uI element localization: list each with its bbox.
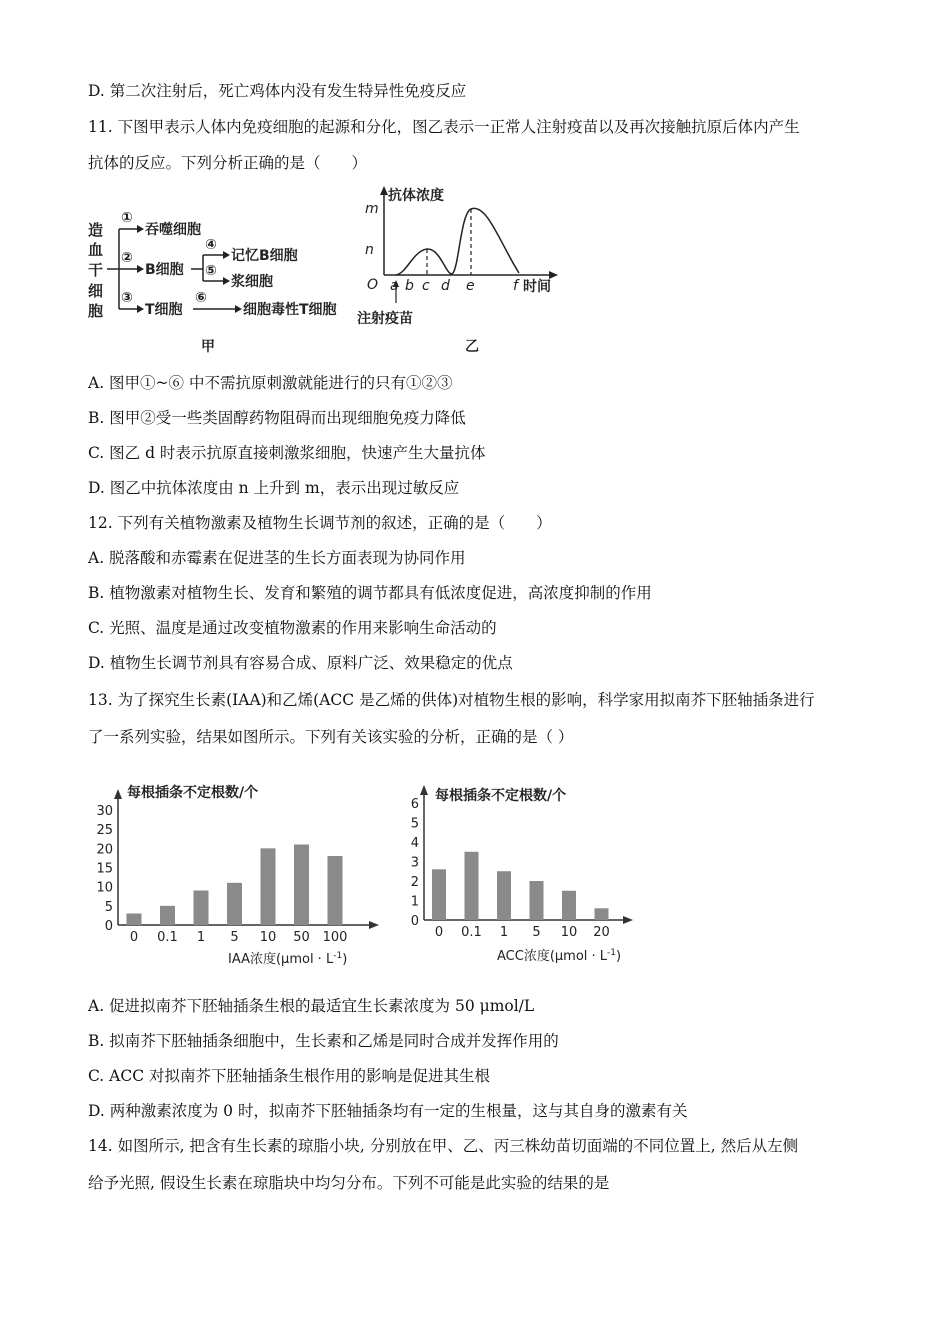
figure-caption-yi: 乙: [465, 339, 479, 355]
x-tick-label: 0.1: [157, 930, 178, 945]
x-tick-label: 10: [560, 925, 578, 940]
bar-0: [432, 869, 446, 920]
x-tick-label: 50: [293, 930, 310, 945]
y-tick-label: 0: [104, 919, 113, 934]
bar-5: [530, 881, 544, 920]
bar-5: [227, 883, 242, 925]
step-6-label: ⑥: [195, 290, 207, 306]
bar-50: [294, 845, 309, 926]
figure-caption-jia: 甲: [201, 339, 215, 355]
x-tick-label: 1: [196, 930, 206, 945]
antibody-curve: [396, 208, 519, 275]
x-tick-label: 0.1: [461, 925, 482, 940]
q13-option-a: A. 促进拟南芥下胚轴插条生根的最适宜生长素浓度为 50 μmol/L: [88, 997, 535, 1015]
q12-option-d: D. 植物生长调节剂具有容易合成、原料广泛、效果稳定的优点: [88, 654, 513, 672]
tick-f: f: [513, 278, 518, 294]
q11-option-d: D. 图乙中抗体浓度由 n 上升到 m，表示出现过敏反应: [88, 479, 460, 497]
x-tick-label: 0: [129, 930, 139, 945]
x-tick-label: 10: [259, 930, 277, 945]
acc-bar-chart: [395, 775, 645, 975]
tick-c: c: [422, 278, 430, 294]
tick-e: e: [466, 278, 475, 294]
bar-1: [497, 871, 511, 920]
x-axis-label: ACC浓度$(\mu mol \cdot L^{-1})$: [497, 948, 622, 964]
q14-stem-line1: 14. 如图所示, 把含有生长素的琼脂小块, 分别放在甲、乙、丙三株幼苗切面端的不同位置上, 然后从左侧: [88, 1137, 799, 1155]
y-tick-label: 15: [96, 861, 113, 877]
q11-option-a: A. 图甲①~⑥ 中不需抗原刺激就能进行的只有①②③: [88, 374, 453, 392]
q12-option-c: C. 光照、温度是通过改变植物激素的作用来影响生命活动的: [88, 619, 497, 637]
m-label: m: [365, 201, 379, 217]
inject-label: 注射疫苗: [357, 311, 413, 327]
chart-title: 每根插条不定根数/个: [435, 788, 567, 804]
x-tick-label: 5: [532, 925, 541, 940]
q11-option-b: B. 图甲②受一些类固醇药物阻碍而出现细胞免疫力降低: [88, 409, 466, 427]
q11-option-c: C. 图乙 d 时表示抗原直接刺激浆细胞，快速产生大量抗体: [88, 444, 486, 462]
x-tick-label: 1: [499, 925, 509, 940]
q11-stem-line1: 11. 下图甲表示人体内免疫细胞的起源和分化，图乙表示一正常人注射疫苗以及再次接触抗原后体内产生: [88, 118, 800, 136]
source-char: 干: [88, 261, 104, 279]
y-tick-label: 4: [410, 836, 419, 851]
macrophage-label: 吞噬细胞: [145, 222, 201, 238]
y-axis-label: 抗体浓度: [388, 188, 444, 204]
q13-stem-line2: 了一系列实验，结果如图所示。下列有关该实验的分析，正确的是（ ）: [88, 728, 574, 746]
bar-0.1: [160, 906, 175, 925]
bar-100: [328, 856, 343, 925]
y-tick-label: 1: [410, 894, 419, 910]
y-tick-label: 30: [96, 804, 113, 819]
y-tick-label: 20: [96, 842, 113, 858]
q14-stem-line2: 给予光照, 假设生长素在琼脂块中均匀分布。下列不可能是此实验的结果的是: [88, 1174, 610, 1192]
plasma-cell-label: 浆细胞: [231, 274, 273, 290]
iaa-bar-chart: [85, 775, 385, 975]
bar-10: [261, 848, 276, 925]
step-2-label: ②: [121, 250, 133, 266]
x-tick-label: 100: [322, 930, 348, 945]
q11-stem-line2: 抗体的反应。下列分析正确的是（ ）: [88, 154, 368, 172]
q13-stem-line1: 13. 为了探究生长素(IAA)和乙烯(ACC 是乙烯的供体)对植物生根的影响，科学家用拟南芥下胚轴插条进行: [88, 691, 815, 709]
source-char: 胞: [88, 302, 104, 320]
source-char: 造: [88, 221, 104, 239]
step-3-label: ③: [121, 290, 133, 306]
source-char: 血: [88, 241, 104, 259]
q13-option-c: C. ACC 对拟南芥下胚轴插条生根作用的影响是促进其生根: [88, 1067, 491, 1085]
chart-title: 每根插条不定根数/个: [127, 785, 259, 801]
tick-b: b: [405, 278, 414, 294]
y-tick-label: 2: [410, 875, 419, 890]
q13-option-d: D. 两种激素浓度为 0 时，拟南芥下胚轴插条均有一定的生根量，这与其自身的激素有关: [88, 1102, 688, 1120]
tick-d: d: [441, 278, 450, 294]
y-tick-label: 5: [410, 816, 419, 832]
tick-a: a: [390, 278, 399, 294]
b-cell-label: B细胞: [145, 262, 184, 278]
q10-option-d: D. 第二次注射后，死亡鸡体内没有发生特异性免疫反应: [88, 82, 467, 100]
step-5-label: ⑤: [205, 263, 217, 279]
q13-option-b: B. 拟南芥下胚轴插条细胞中，生长素和乙烯是同时合成并发挥作用的: [88, 1032, 559, 1050]
q12-option-b: B. 植物激素对植物生长、发育和繁殖的调节都具有低浓度促进，高浓度抑制的作用: [88, 584, 652, 602]
bar-1: [194, 891, 209, 926]
x-axis-label: IAA浓度$(\mu mol \cdot L^{-1})$: [228, 951, 348, 967]
cytotoxic-t-label: 细胞毒性T细胞: [243, 302, 337, 318]
q12-option-a: A. 脱落酸和赤霉素在促进茎的生长方面表现为协同作用: [88, 549, 466, 567]
memory-b-label: 记忆B细胞: [231, 248, 298, 264]
x-tick-label: 20: [593, 925, 610, 940]
q12-stem: 12. 下列有关植物激素及植物生长调节剂的叙述，正确的是（ ）: [88, 514, 552, 532]
step-4-label: ④: [205, 237, 217, 253]
y-tick-label: 10: [96, 880, 113, 896]
figure-jia: [85, 205, 345, 360]
y-tick-label: 25: [96, 823, 113, 839]
figure-yi: [355, 183, 575, 358]
step-1-label: ①: [121, 210, 133, 226]
source-char: 细: [88, 282, 104, 300]
y-tick-label: 3: [410, 855, 419, 871]
x-tick-label: 0: [434, 925, 444, 940]
y-tick-label: 0: [410, 914, 419, 929]
y-tick-label: 5: [104, 899, 113, 915]
y-tick-label: 6: [410, 797, 419, 812]
origin-label: O: [367, 277, 379, 293]
t-cell-label: T细胞: [145, 302, 183, 318]
x-axis-label: 时间: [523, 279, 551, 295]
bar-0: [127, 914, 142, 926]
bar-0.1: [465, 852, 479, 920]
n-label: n: [365, 242, 374, 258]
bar-20: [595, 908, 609, 920]
bar-10: [562, 891, 576, 920]
x-tick-label: 5: [230, 930, 239, 945]
